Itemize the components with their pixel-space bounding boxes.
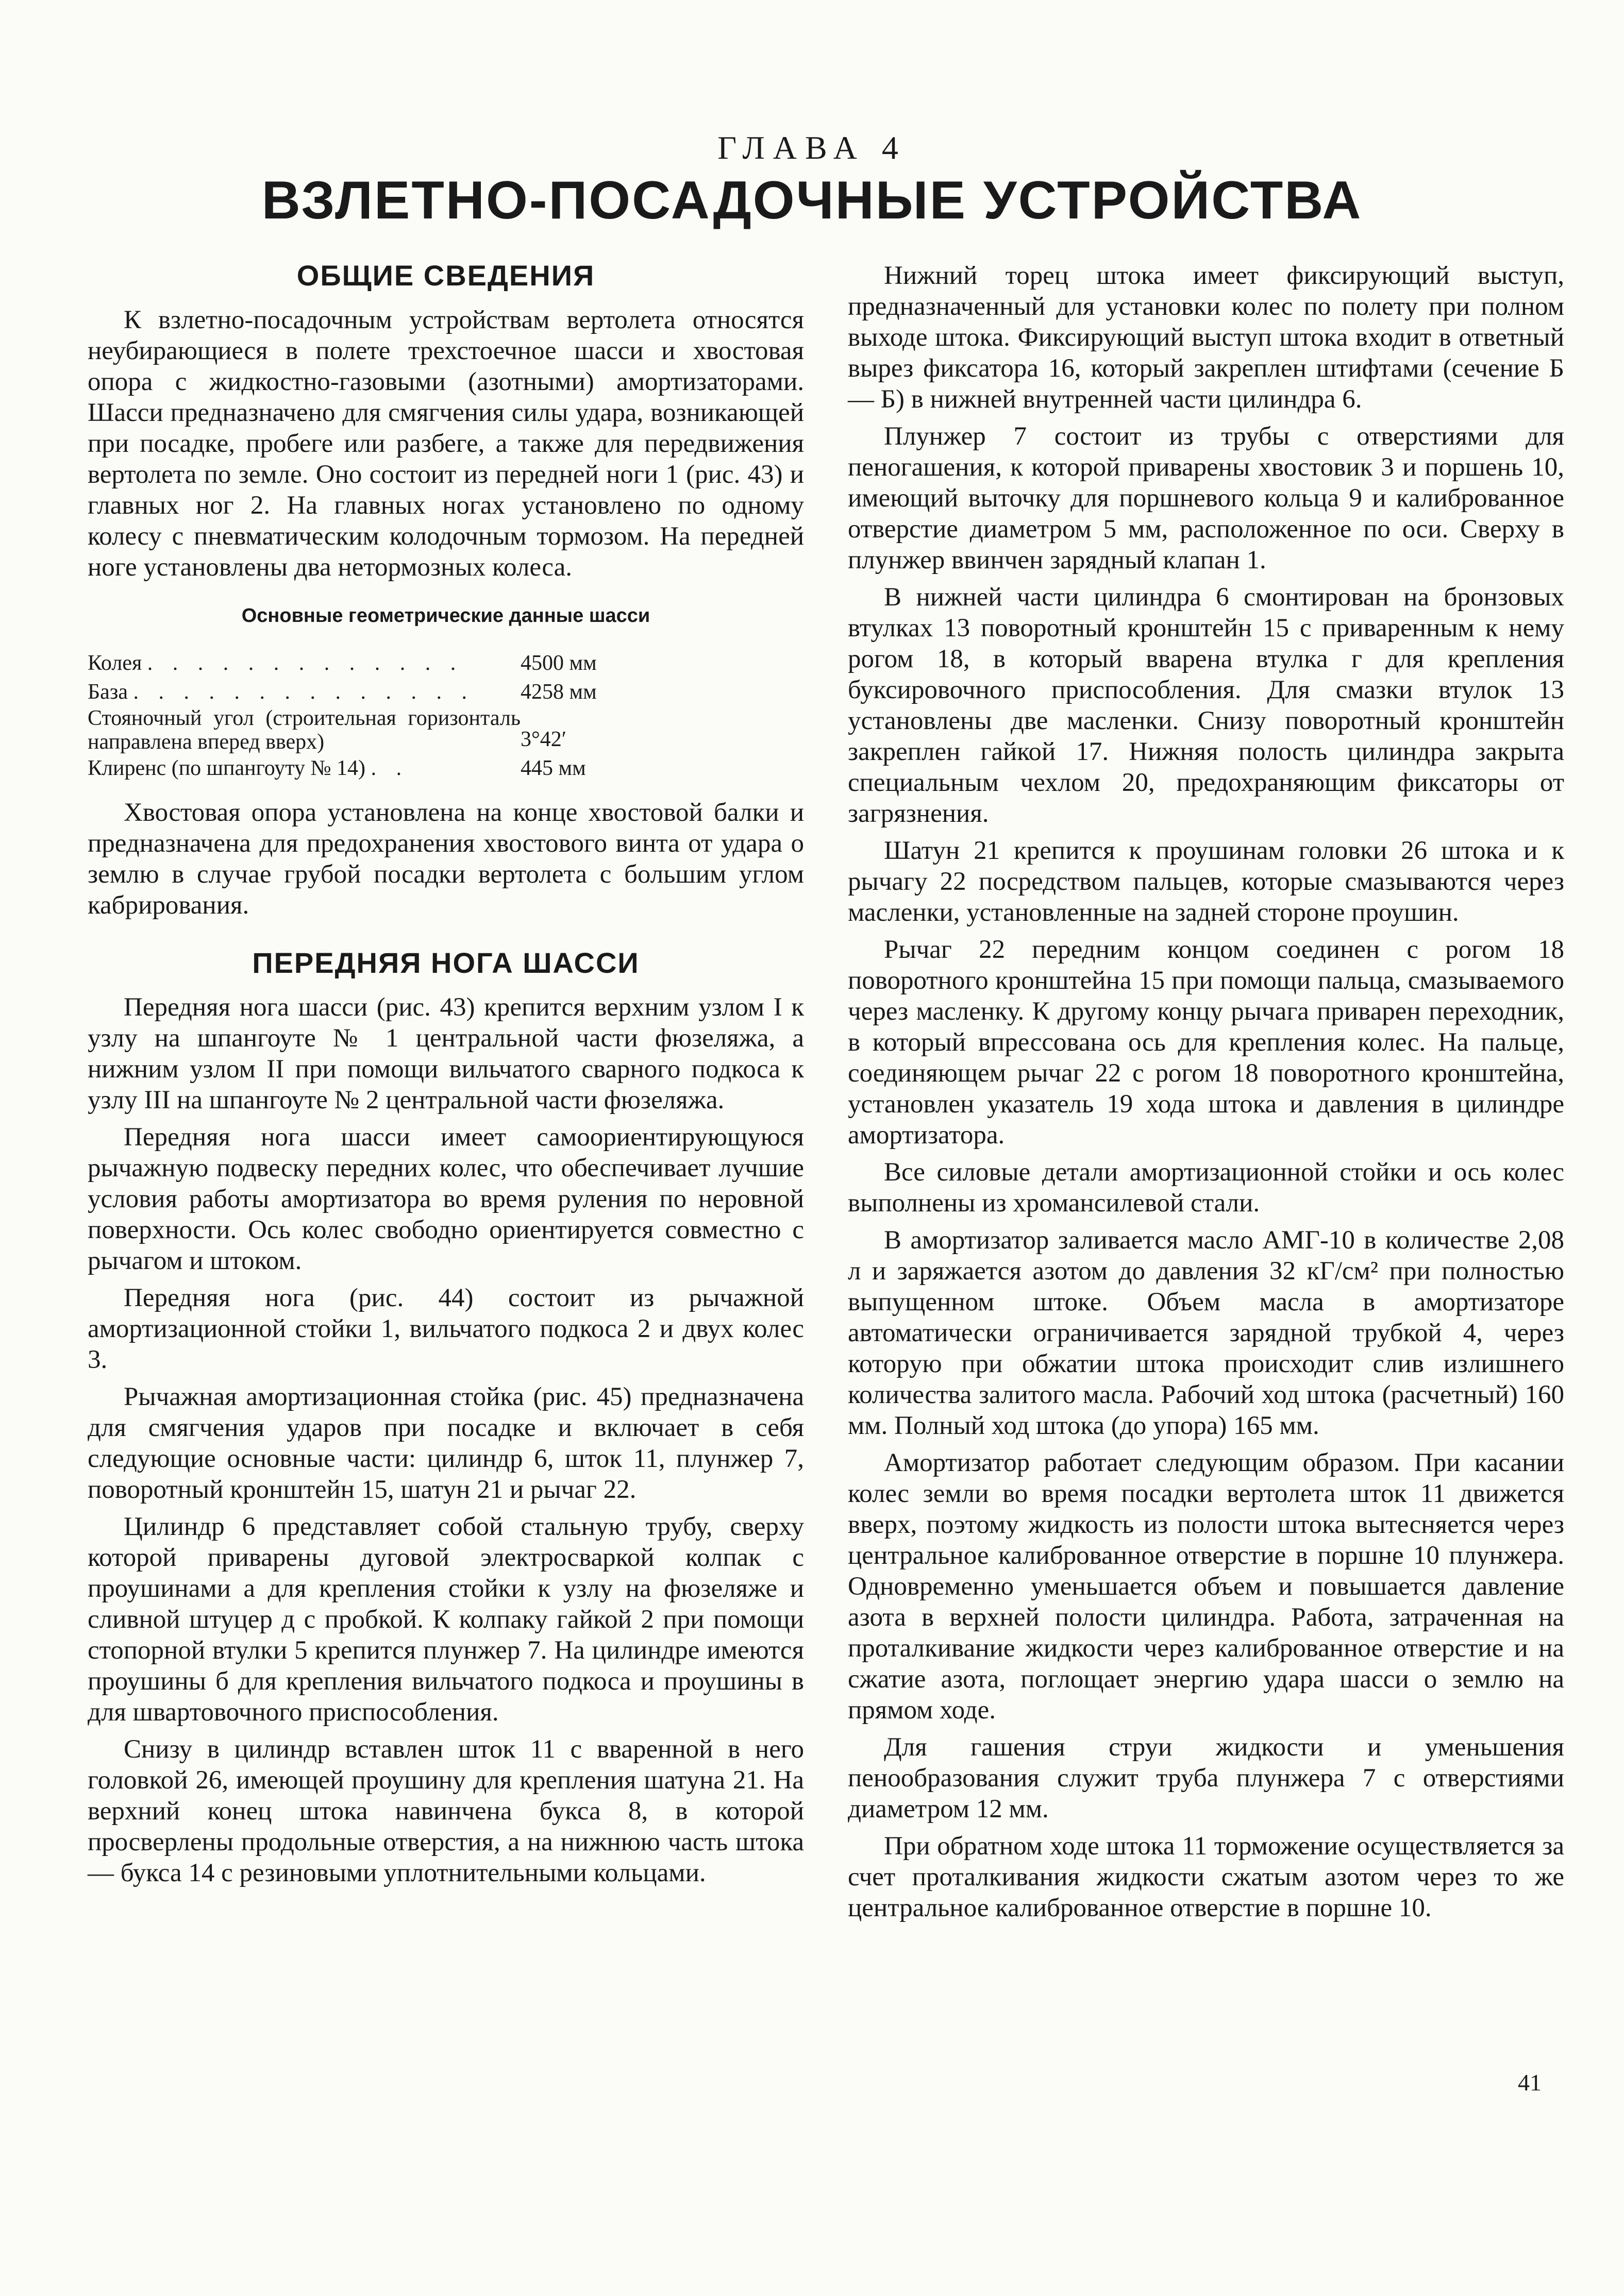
paragraph: Для гашения струи жидкости и уменьшения пенообразования служит труба плунжера 7 с отверстиями диаметром 12 мм. [848,1733,1564,1824]
spec-row [88,678,804,706]
paragraph: Рычаг 22 передним концом соединен с рогом 18 поворотного кронштейна 15 при помощи пальца, смазываемого через масленку. К другому концу рычага приварен переходник, в который впрессована ось для крепления колес. На пальце, соединяющем рычаг 22 с рогом 18 поворотного кронштейна, установлен указатель 19 хода штока и давления в цилиндре амортизатора. [848,935,1564,1150]
spec-name: Стояночный угол (строительная горизонталь направлена вперед вверх) [88,706,521,754]
spec-row [88,754,804,783]
table-caption: Основные геометрические данные шасси [241,605,650,627]
spec-value: 4258 мм [521,680,597,704]
paragraph: Шатун 21 крепится к проушинам головки 26 штока и к рычагу 22 посредством пальцев, которые смазываются через масленки, установленные на задней стороне проушин. [848,836,1564,927]
chapter-label: ГЛАВА 4 [717,129,907,166]
spec-value: 4500 мм [521,651,597,675]
left-column [88,260,804,1895]
paragraph: Рычажная амортизационная стойка (рис. 45) предназначена для смягчения ударов при посадке и включает в себя следующие основные части: цилиндр 6, шток 11, плунжер 7, поворотный кронштейн 15, шатун 21 и рычаг 22. [88,1382,804,1504]
paragraph: Все силовые детали амортизационной стойки и ось колес выполнены из хромансилевой стали. [848,1158,1564,1218]
paragraph: В нижней части цилиндра 6 смонтирован на бронзовых втулках 13 поворотный кронштейн 15 с приваренным к нему рогом 18, в который вварена втулка г для крепления буксировочного приспособления. Для смазки втулок 13 установлены две масленки. Снизу поворотный кронштейн закреплен гайкой 17. Нижняя полость цилиндра закрыта специальным чехлом 20, предохраняющим фиксаторы от загрязнения. [848,583,1564,828]
right-column [848,260,1564,1930]
spec-row [88,649,804,678]
spec-value: 3°42′ [521,728,566,751]
paragraph: Передняя нога шасси (рис. 43) крепится верхним узлом I к узлу на шпангоуте № 1 центральной части фюзеляжа, а нижним узлом II при помощи вильчатого сварного подкоса к узлу III на шпангоуте № 2 центральной части фюзеляжа. [88,993,804,1115]
paragraph: Хвостовая опора установлена на конце хвостовой балки и предназначена для предохранения хвостового винта от удара о землю в случае грубой посадки вертолета с большим углом кабрирования. [88,798,804,920]
page-number: 41 [1518,2069,1542,2096]
chapter-title: ВЗЛЕТНО-ПОСАДОЧНЫЕ УСТРОЙСТВА [261,171,1363,230]
paragraph: Плунжер 7 состоит из трубы с отверстиями для пеногашения, к которой приварены хвостовик 3 и поршень 10, имеющий выточку для поршневого кольца 9 и калиброванное отверстие диаметром 5 мм, расположенное по оси. Сверху в плунжер ввинчен зарядный клапан 1. [848,422,1564,575]
paragraph: К взлетно-посадочным устройствам вертолета относятся неубирающиеся в полете трехстоечное шасси и хвостовая опора с жидкостно-газовыми (азотными) амортизаторами. Шасси предназначено для смягчения силы удара, возникающей при посадке, пробеге или разбеге, а также для передвижения вертолета по земле. Оно состоит из передней ноги 1 (рис. 43) и главных ног 2. На главных ногах установлено по одному колесу с пневматическим колодочным тормозом. На передней ноге установлены два нетормозных колеса. [88,306,804,582]
spec-value: 445 мм [521,756,586,780]
paragraph: Снизу в цилиндр вставлен шток 11 с вваренной в него головкой 26, имеющей проушину для крепления шатуна 21. На верхний конец штока навинчена букса 8, в которой просверлены продольные отверстия, а на нижнюю часть штока — букса 14 с резиновыми уплотнительными кольцами. [88,1735,804,1887]
paragraph: Нижний торец штока имеет фиксирующий выступ, предназначенный для установки колес по полету при полном выходе штока. Фиксирующий выступ штока входит в ответный вырез фиксатора 16, который закреплен штифтами (сечение Б — Б) в нижней внутренней части цилиндра 6. [848,261,1564,414]
spec-name: Колея . . . . . . . . . . . . . [88,651,463,675]
paragraph: Амортизатор работает следующим образом. При касании колес земли во время посадки вертолета шток 11 движется вверх, поэтому жидкость из полости штока вытесняется через центральное калиброванное отверстие в поршне 10 плунжера. Одновременно уменьшается объем и повышается давление азота в верхней полости цилиндра. Работа, затраченная на проталкивание жидкости через калиброванное отверстие и на сжатие азота, поглощает энергию удара шасси о землю на прямом ходе. [848,1448,1564,1725]
spec-table [88,649,804,783]
section-heading-front-leg: ПЕРЕДНЯЯ НОГА ШАССИ [252,947,640,979]
spec-name: Клиренс (по шпангоуту № 14) . . [88,756,409,780]
paragraph: Передняя нога шасси имеет самоориентирующуюся рычажную подвеску передних колес, что обеспечивает лучшие условия работы амортизатора во время руления по неровной поверхности. Ось колес свободно ориентируется совместно с рычагом и штоком. [88,1123,804,1275]
paragraph: Цилиндр 6 представляет собой стальную трубу, сверху которой приварены дуговой электросваркой колпак с проушинами а для крепления стойки к узлу на фюзеляже и сливной штуцер д с пробкой. К колпаку гайкой 2 при помощи стопорной втулки 5 крепится плунжер 7. На цилиндре имеются проушины б для крепления вильчатого подкоса и проушины в для швартовочного приспособления. [88,1512,804,1727]
paragraph: При обратном ходе штока 11 торможение осуществляется за счет проталкивания жидкости сжатым азотом через то же центральное калиброванное отверстие в поршне 10. [848,1832,1564,1922]
spec-name: База . . . . . . . . . . . . . . [88,680,474,704]
spec-row [88,706,804,754]
section-heading-general: ОБЩИЕ СВЕДЕНИЯ [296,259,595,292]
paragraph: Передняя нога (рис. 44) состоит из рычажной амортизационной стойки 1, вильчатого подкоса 2 и двух колес 3. [88,1284,804,1374]
paragraph: В амортизатор заливается масло АМГ-10 в количестве 2,08 л и заряжается азотом до давления 32 кГ/см² при полностью выпущенном штоке. Объем масла в амортизаторе автоматически ограничивается зарядной трубкой 4, через которую при обжатии штока происходит слив излишнего количества залитого масла. Рабочий ход штока (расчетный) 160 мм. Полный ход штока (до упора) 165 мм. [848,1226,1564,1440]
